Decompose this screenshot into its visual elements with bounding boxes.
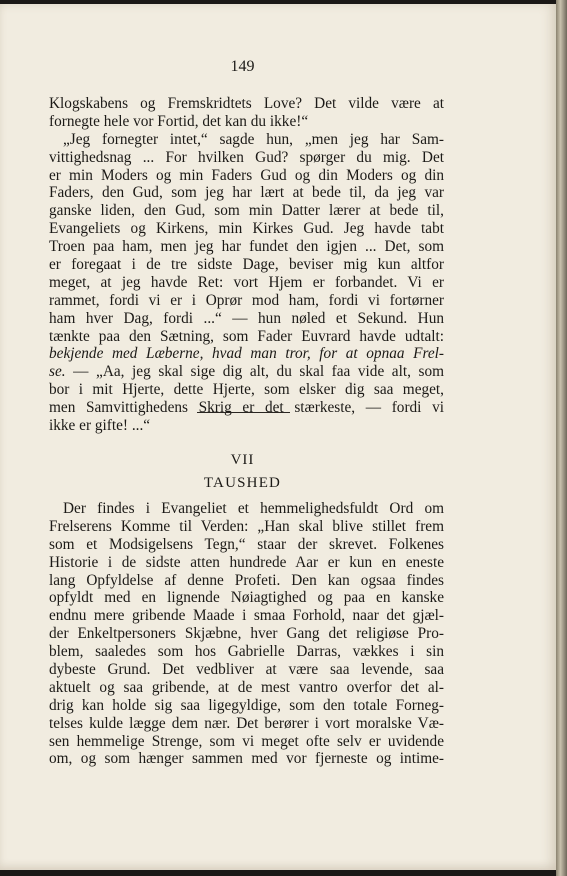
text-line: ganske liden, den Gud, som min Datter lærer at bede til,: [49, 202, 444, 220]
text-line: tænkte paa den Sætning, som Fader Euvrard havde udtalt:: [49, 327, 444, 345]
text-line: lang Opfyldelse af denne Profeti. Den kan ogsaa findes: [49, 571, 444, 589]
text-fragment: — „Aa, jeg skal sige dig alt, du skal faa vide alt, som: [65, 363, 444, 381]
italic-text-line: bekjende med Læberne, hvad man tror, for at opnaa Frel-: [49, 345, 444, 363]
text-line: aktuelt og saa gribende, at de mest vantro overfor det al-: [49, 678, 444, 696]
section-divider: [197, 412, 290, 413]
paragraph-block-2: [49, 500, 444, 768]
page-edge: [556, 0, 567, 876]
text-line: ham hver Dag, fordi ...“ — hun nøled et Sekund. Hun: [49, 309, 444, 327]
text-line: Evangeliets og Kirkens, min Kirkes Gud. Jeg havde tabt: [49, 220, 444, 238]
text-line: endnu mere gribende Maade i smaa Forhold, naar det gjæl-: [49, 607, 444, 625]
text-line: blem, saaledes som hos Gabrielle Darras, vækkes i sin: [49, 643, 444, 661]
chapter-title: TAUSHED: [203, 475, 282, 491]
page-number: 149: [230, 58, 255, 75]
text-line: sen hemmelige Strenge, som vi meget ofte selv er uvidende: [49, 732, 444, 750]
text-line: drig kan holde sig saa ligegyldige, som den totale Forneg-: [49, 696, 444, 714]
text-line: telses kulde lægge dem nær. Det berører i vort moralske Væ-: [49, 714, 444, 732]
text-line: Der findes i Evangeliet et hemmelighedsfuldt Ord om: [63, 500, 444, 517]
text-line: Troen paa ham, men jeg har fundet den igjen ... Det, som: [49, 238, 444, 256]
text-line: Klogskabens og Fremskridtets Love? Det vilde være at: [49, 95, 444, 112]
text-line: meget, at jeg havde Ret: vort Hjem er forbandet. Vi er: [49, 273, 444, 291]
italic-fragment: se.: [49, 363, 66, 381]
text-line: ikke er gifte! ...“: [49, 417, 151, 435]
text-line: er foregaat i de tre sidste Dage, beviser mig kun altfor: [49, 256, 444, 274]
text-line: opfyldt med en lignende Nøiagtighed og paa en kanske: [49, 589, 444, 607]
chapter-number: VII: [230, 452, 255, 468]
text-line: bor i mit Hjerte, dette Hjerte, som elsker dig saa meget,: [49, 381, 444, 399]
text-line: Historie i de sidste atten hundrede Aar er kun en eneste: [49, 553, 444, 571]
text-line: som et Modsigelsens Tegn,“ staar der skrevet. Folkenes: [49, 535, 444, 553]
text-line: dybeste Grund. Det vedbliver at være saa levende, saa: [49, 661, 444, 679]
text-line: vittighedsnag ... For hvilken Gud? spørger du mig. Det: [49, 148, 444, 166]
text-line: rammet, fordi vi er i Oprør mod ham, fordi vi fortørner: [49, 291, 444, 309]
text-line: der Enkeltpersoners Skjæbne, hver Gang det religiøse Pro-: [49, 625, 444, 643]
text-line: Faders, den Gud, som jeg har lært at bede til, da jeg var: [49, 184, 444, 202]
text-line: fornegte hele vor Fortid, det kan du ikke!“: [49, 112, 309, 130]
text-line: men Samvittighedens Skrig er det stærkeste, — fordi vi: [49, 399, 444, 417]
text-line: er min Moders og min Faders Gud og din Moders og din: [49, 166, 444, 184]
text-line: Frelserens Komme til Verden: „Han skal blive stillet frem: [49, 517, 444, 535]
text-line: om, og som hænger sammen med vor fjerneste og intime-: [49, 750, 444, 768]
paragraph-block-1: [49, 95, 444, 435]
text-line: [49, 363, 444, 381]
text-line: „Jeg fornegter intet,“ sagde hun, „men jeg har Sam-: [63, 130, 444, 148]
